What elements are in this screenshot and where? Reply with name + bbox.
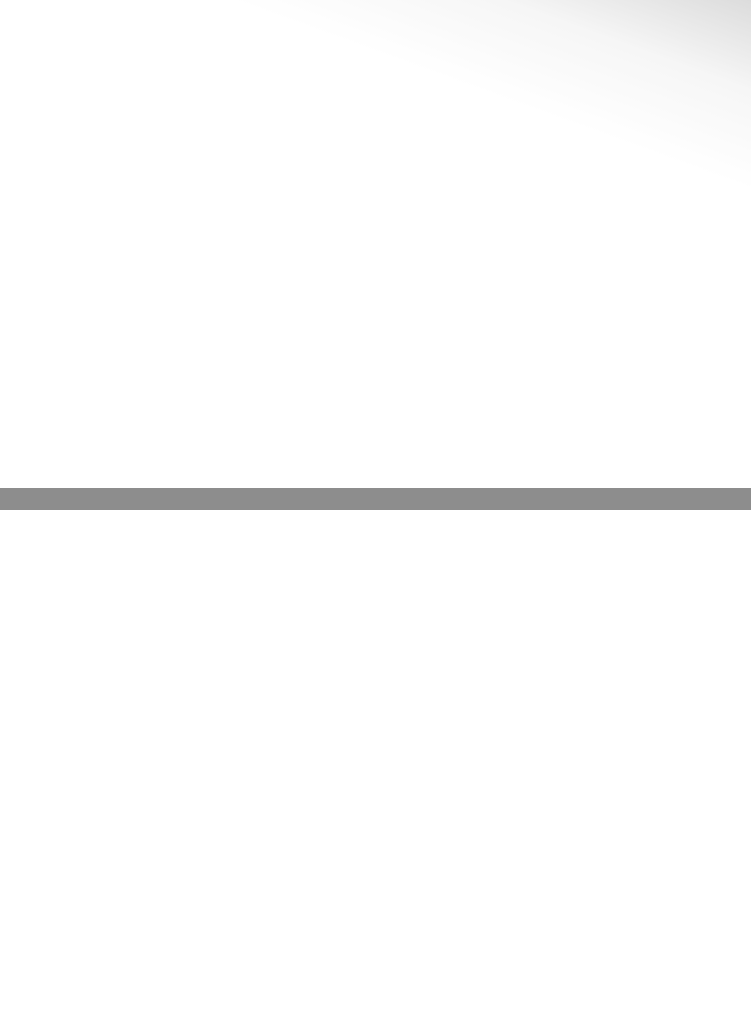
results-page-bottom: [0, 510, 751, 1024]
page-separator: [0, 488, 751, 510]
results-page-top: [0, 0, 751, 488]
